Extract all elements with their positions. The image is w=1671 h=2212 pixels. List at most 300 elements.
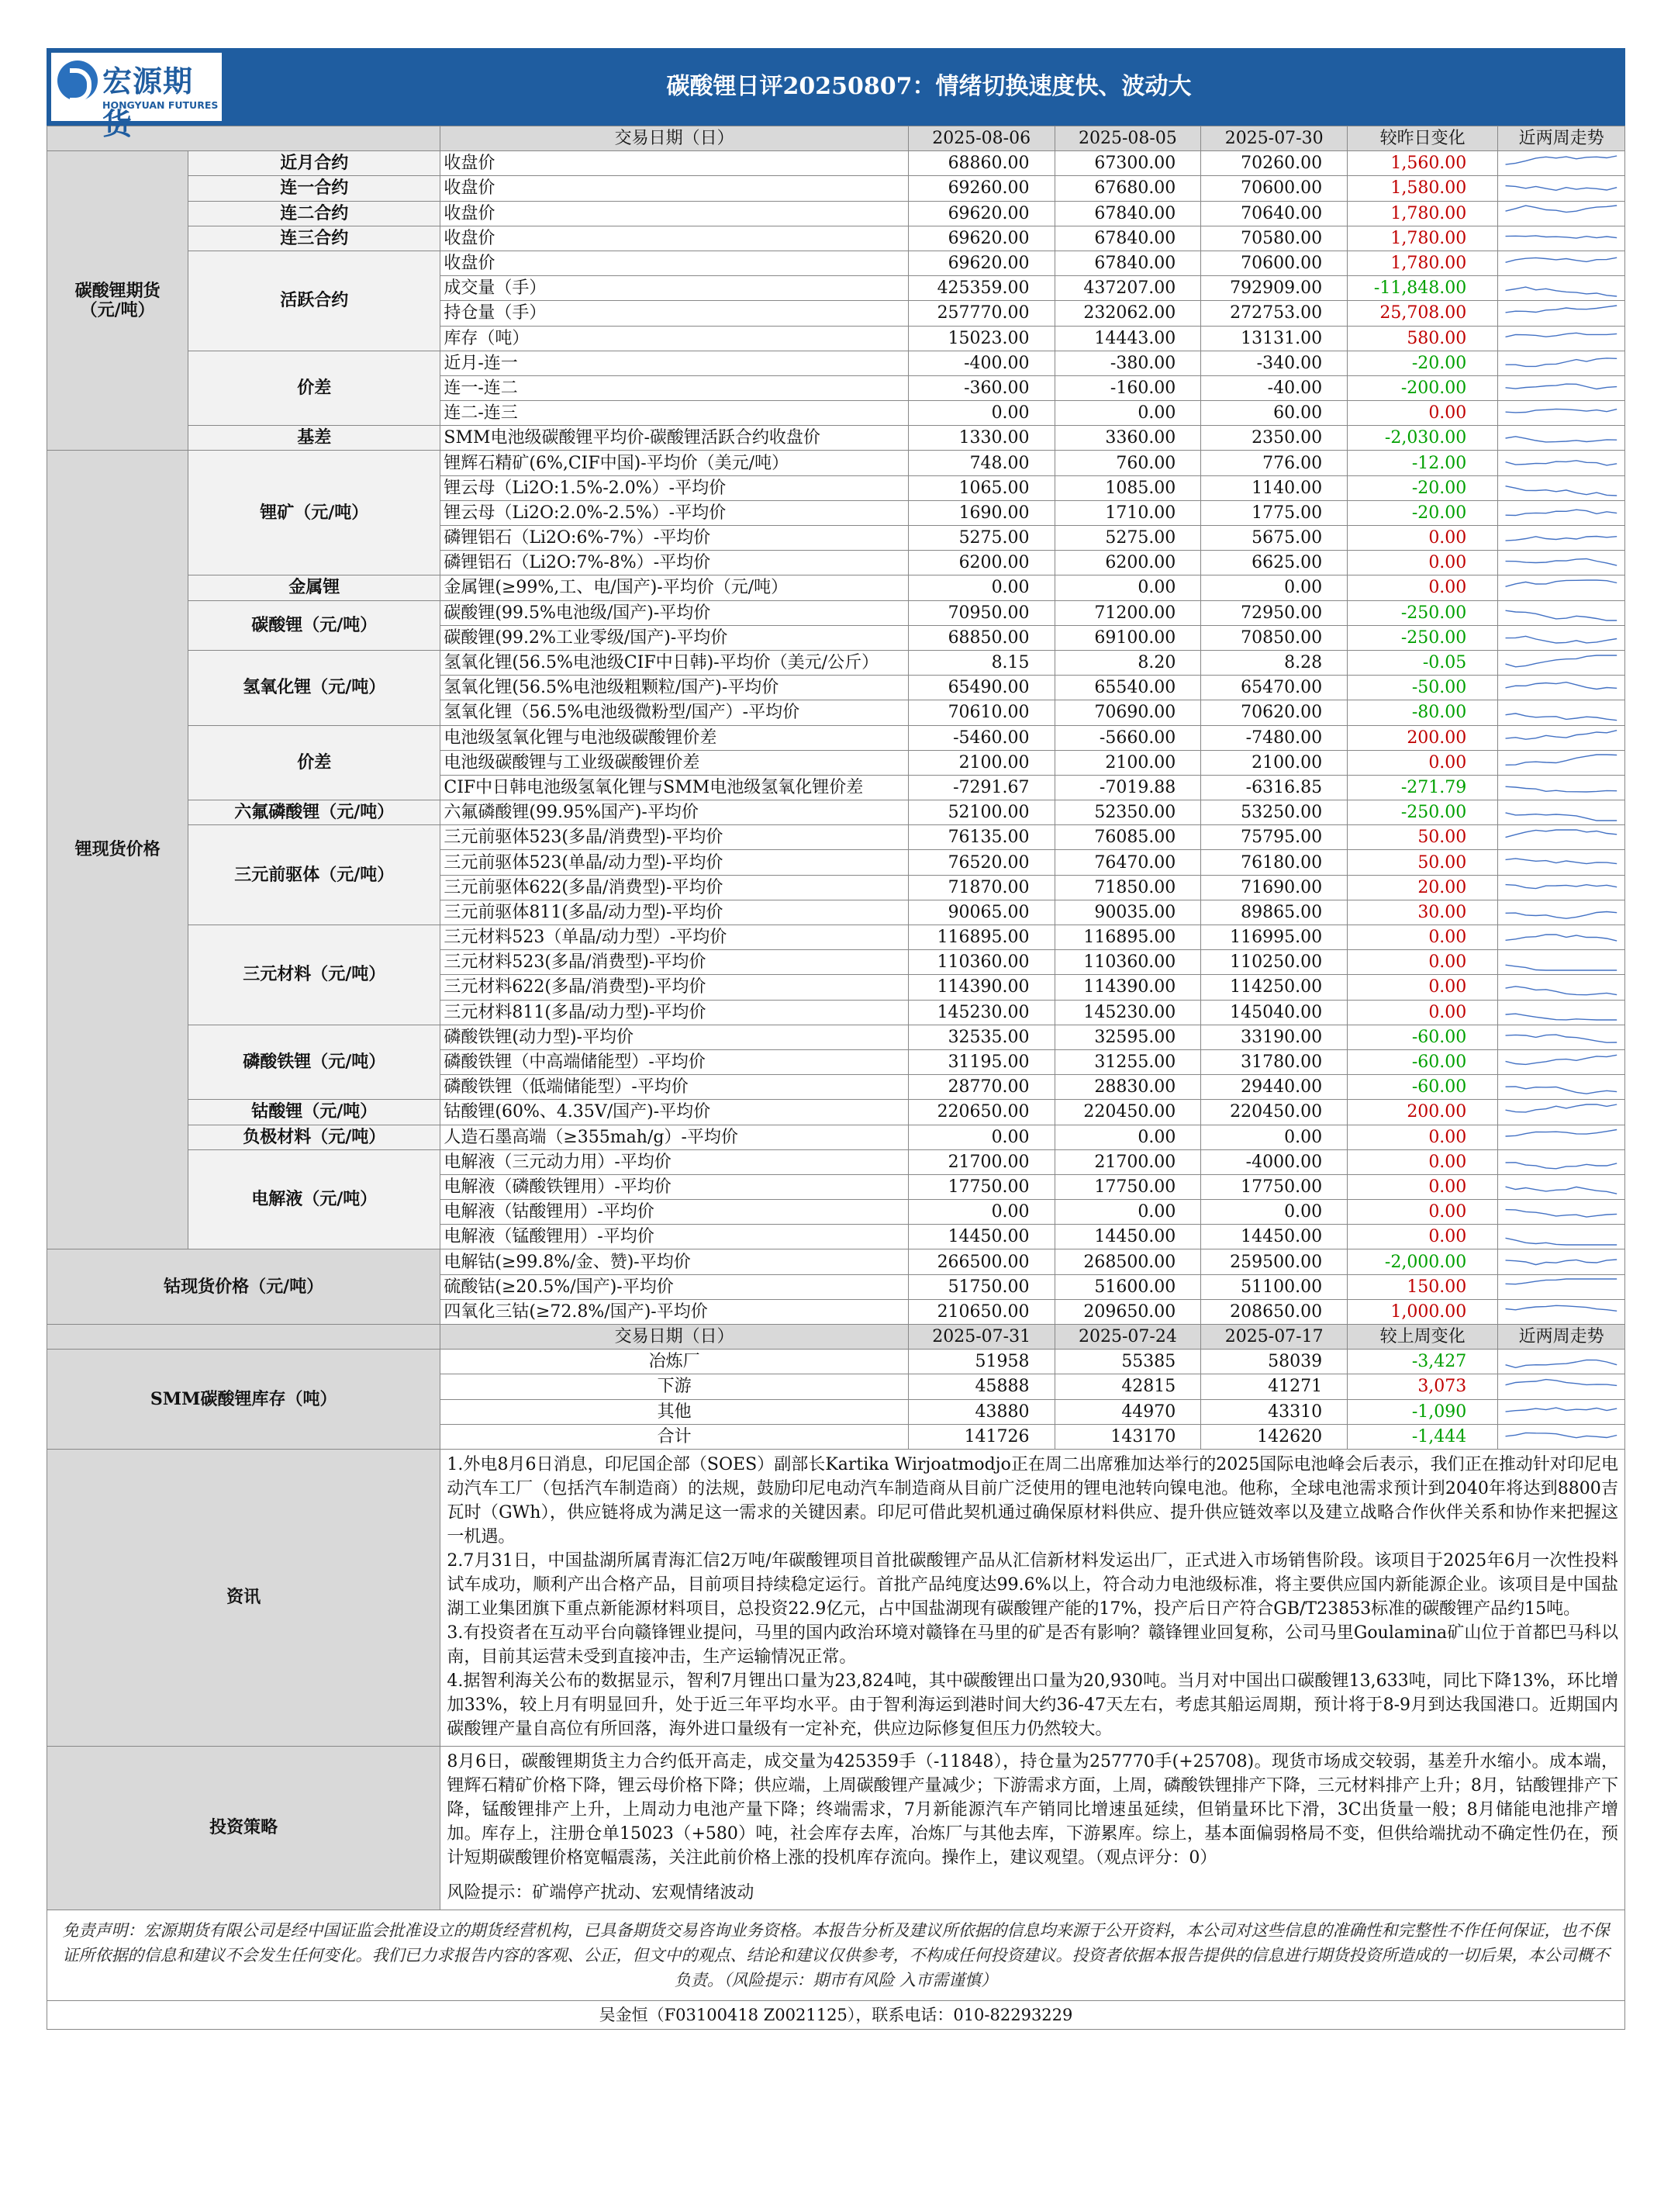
trend-sparkline (1500, 578, 1622, 598)
change-value: -20.00 (1348, 500, 1498, 525)
trend-sparkline (1500, 703, 1622, 723)
value-latest: 51958 (908, 1350, 1055, 1374)
value-latest: 220650.00 (908, 1100, 1055, 1125)
trend-cell (1498, 1299, 1625, 1324)
change-value: -271.79 (1348, 775, 1498, 800)
value-prev: 0.00 (1055, 575, 1201, 600)
column-header: 2025-07-31 (908, 1325, 1055, 1350)
change-value: -3,427 (1348, 1350, 1498, 1374)
value-ref: 145040.00 (1201, 1000, 1348, 1025)
trend-cell (1498, 451, 1625, 475)
report-title: 碳酸锂日评20250807：情绪切换速度快、波动大 (666, 73, 1192, 100)
value-ref: 65470.00 (1201, 676, 1348, 700)
trend-cell (1498, 900, 1625, 925)
value-ref: 70600.00 (1201, 251, 1348, 275)
value-ref: 116995.00 (1201, 925, 1348, 950)
item-name: 氢氧化锂(56.5%电池级CIF中日韩)-平均价（美元/公斤） (440, 650, 908, 675)
trend-cell (1498, 775, 1625, 800)
analyst-contact: 吴金恒（F03100418 Z0021125），联系电话：010-82293229 (47, 2001, 1625, 2030)
trend-sparkline (1500, 403, 1622, 423)
value-prev: 2100.00 (1055, 750, 1201, 775)
value-ref: 272753.00 (1201, 301, 1348, 326)
trend-sparkline (1500, 728, 1622, 748)
trend-cell (1498, 850, 1625, 875)
value-ref: -40.00 (1201, 375, 1348, 400)
value-latest: 110360.00 (908, 950, 1055, 975)
trend-sparkline (1500, 627, 1622, 648)
item-name: 连二-连三 (440, 401, 908, 426)
value-latest: 17750.00 (908, 1174, 1055, 1199)
value-prev: 44970 (1055, 1399, 1201, 1424)
value-prev: 31255.00 (1055, 1049, 1201, 1074)
change-value: 0.00 (1348, 1174, 1498, 1199)
trend-cell (1498, 551, 1625, 575)
trend-sparkline (1500, 1102, 1622, 1122)
value-latest: 45888 (908, 1374, 1055, 1399)
change-value: -60.00 (1348, 1049, 1498, 1074)
value-prev: 116895.00 (1055, 925, 1201, 950)
value-prev: 143170 (1055, 1424, 1201, 1449)
value-latest: -400.00 (908, 351, 1055, 375)
value-ref: 0.00 (1201, 1200, 1348, 1225)
trend-sparkline (1500, 653, 1622, 673)
value-ref: 8.28 (1201, 650, 1348, 675)
trend-cell (1498, 526, 1625, 551)
trend-cell (1498, 1350, 1625, 1374)
trend-sparkline (1500, 752, 1622, 772)
trend-cell (1498, 251, 1625, 275)
value-latest: 1065.00 (908, 475, 1055, 500)
change-value: 50.00 (1348, 825, 1498, 850)
column-header: 较昨日变化 (1348, 126, 1498, 151)
trend-sparkline (1500, 1352, 1622, 1372)
item-name: 收盘价 (440, 251, 908, 275)
item-name: 成交量（手） (440, 276, 908, 301)
news-paragraph: 3.有投资者在互动平台向赣锋锂业提问，马里的国内政治环境对赣锋在马里的矿是否有影响？赣锋锂业回复称，公司马里Goulamina矿山位于首都巴马科以南，目前其运营未受到直接冲击，生产运输情况正常。 (447, 1623, 1618, 1667)
value-prev: 3360.00 (1055, 426, 1201, 451)
value-prev: 21700.00 (1055, 1149, 1201, 1174)
trend-sparkline (1500, 228, 1622, 248)
value-latest: 114390.00 (908, 975, 1055, 1000)
trend-cell (1498, 1025, 1625, 1049)
item-name: 碳酸锂(99.2%工业零级/国产)-平均价 (440, 625, 908, 650)
value-ref: 2350.00 (1201, 426, 1348, 451)
item-name: 三元前驱体523(多晶/消费型)-平均价 (440, 825, 908, 850)
change-value: -12.00 (1348, 451, 1498, 475)
value-latest: 14450.00 (908, 1225, 1055, 1249)
trend-cell (1498, 1049, 1625, 1074)
trend-cell (1498, 1100, 1625, 1125)
value-ref: 51100.00 (1201, 1274, 1348, 1299)
item-name: 锂辉石精矿(6%,CIF中国)-平均价（美元/吨） (440, 451, 908, 475)
trend-cell (1498, 1149, 1625, 1174)
change-value: 0.00 (1348, 1149, 1498, 1174)
item-name: 电池级氢氧化锂与电池级碳酸锂价差 (440, 725, 908, 750)
trend-cell (1498, 700, 1625, 725)
trend-cell (1498, 176, 1625, 201)
change-value: 25,708.00 (1348, 301, 1498, 326)
item-name: 钴酸锂(60%、4.35V/国产)-平均价 (440, 1100, 908, 1125)
value-ref: 70640.00 (1201, 201, 1348, 226)
item-name: 电解液（磷酸铁锂用）-平均价 (440, 1174, 908, 1199)
change-value: 1,000.00 (1348, 1299, 1498, 1324)
value-prev: 51600.00 (1055, 1274, 1201, 1299)
value-ref: 70580.00 (1201, 226, 1348, 251)
change-value: -2,030.00 (1348, 426, 1498, 451)
item-name: 磷酸铁锂（低端储能型）-平均价 (440, 1075, 908, 1100)
value-latest: 145230.00 (908, 1000, 1055, 1025)
item-name: 收盘价 (440, 201, 908, 226)
change-value: 200.00 (1348, 1100, 1498, 1125)
item-name: SMM电池级碳酸锂平均价-碳酸锂活跃合约收盘价 (440, 426, 908, 451)
item-name: 金属锂(≥99%,工、电/国产)-平均价（元/吨） (440, 575, 908, 600)
change-value: 3,073 (1348, 1374, 1498, 1399)
change-value: 0.00 (1348, 1200, 1498, 1225)
change-value: 30.00 (1348, 900, 1498, 925)
trend-sparkline (1500, 1277, 1622, 1297)
value-ref: 60.00 (1201, 401, 1348, 426)
value-latest: 0.00 (908, 401, 1055, 426)
change-value: 0.00 (1348, 551, 1498, 575)
value-ref: 41271 (1201, 1374, 1348, 1399)
value-latest: 748.00 (908, 451, 1055, 475)
value-latest: 69620.00 (908, 226, 1055, 251)
change-value: 150.00 (1348, 1274, 1498, 1299)
value-prev: 69100.00 (1055, 625, 1201, 650)
trend-cell (1498, 1125, 1625, 1149)
item-name: 库存（吨） (440, 326, 908, 351)
value-prev: 71200.00 (1055, 600, 1201, 625)
value-latest: 141726 (908, 1424, 1055, 1449)
value-latest: 210650.00 (908, 1299, 1055, 1324)
trend-cell (1498, 301, 1625, 326)
value-latest: 71870.00 (908, 875, 1055, 900)
trend-sparkline (1500, 528, 1622, 548)
item-name: 磷锂铝石（Li2O:7%-8%）-平均价 (440, 551, 908, 575)
item-name: 三元材料622(多晶/消费型)-平均价 (440, 975, 908, 1000)
news-paragraph: 2.7月31日，中国盐湖所属青海汇信2万吨/年碳酸锂项目首批碳酸锂产品从汇信新材料发运出厂，正式进入市场销售阶段。该项目于2025年6月一次性投料试车成功，顺利产出合格产品，目前项目持续稳定运行。首批产品纯度达99.6%以上，符合动力电池级标准，将主要供应国内新能源企业。该项目是中国盐湖工业集团旗下重点新能源材料项目，总投资22.9亿元，占中国盐湖现有碳酸锂产能的17%，投产后日产符合GB/T23853标准的碳酸锂产品约15吨。 (447, 1550, 1618, 1619)
trend-sparkline (1500, 1127, 1622, 1147)
item-name: 三元材料811(多晶/动力型)-平均价 (440, 1000, 908, 1025)
column-header: 2025-07-17 (1201, 1325, 1348, 1350)
value-prev: 14450.00 (1055, 1225, 1201, 1249)
change-value: -60.00 (1348, 1075, 1498, 1100)
change-value: 20.00 (1348, 875, 1498, 900)
change-value: 0.00 (1348, 975, 1498, 1000)
trend-sparkline (1500, 928, 1622, 948)
trend-sparkline (1500, 428, 1622, 448)
value-prev: 70690.00 (1055, 700, 1201, 725)
value-ref: 6625.00 (1201, 551, 1348, 575)
trend-cell (1498, 151, 1625, 176)
item-name: 近月-连一 (440, 351, 908, 375)
value-prev: 67680.00 (1055, 176, 1201, 201)
value-latest: 0.00 (908, 575, 1055, 600)
subgroup-label: 连二合约 (188, 201, 440, 226)
change-value: -250.00 (1348, 600, 1498, 625)
data-table (47, 126, 1625, 1910)
trend-cell (1498, 950, 1625, 975)
trend-cell (1498, 676, 1625, 700)
value-ref: 53250.00 (1201, 800, 1348, 825)
value-latest: 52100.00 (908, 800, 1055, 825)
subgroup-label: 磷酸铁锂（元/吨） (188, 1025, 440, 1100)
value-prev: 232062.00 (1055, 301, 1201, 326)
trend-sparkline (1500, 977, 1622, 997)
value-ref: 29440.00 (1201, 1075, 1348, 1100)
group-label-lithium-spot: 锂现货价格 (47, 451, 188, 1249)
value-ref: 114250.00 (1201, 975, 1348, 1000)
strategy-content (440, 1746, 1625, 1910)
trend-sparkline (1500, 777, 1622, 797)
change-value: -1,444 (1348, 1424, 1498, 1449)
value-prev: 32595.00 (1055, 1025, 1201, 1049)
strategy-text: 8月6日，碳酸锂期货主力合约低开高走，成交量为425359手（-11848），持仓量为257770手(+25708)。现货市场成交较弱，基差升水缩小。成本端，锂辉石精矿价格下降，锂云母价格下降；供应端，上周碳酸锂产量减少；下游需求方面，上周，磷酸铁锂排产下降，三元材料排产上升；8月，钴酸锂排产下降，锰酸锂排产上升，上周动力电池产量下降；终端需求，7月新能源汽车产销同比增速虽延续，但销量环比下滑，3C出货量一般；8月储能电池排产增加。库存上，注册仓单15023（+580）吨，社会库存去库，冶炼厂与其他去库，下游累库。综上，基本面偏弱格局不变，但供给端扰动不确定性仍在，预计短期碳酸锂价格宽幅震荡，关注此前价格上涨的投机库存流向。操作上，建议观望。（观点评分：0） (447, 1751, 1618, 1868)
value-ref: -6316.85 (1201, 775, 1348, 800)
value-ref: 72950.00 (1201, 600, 1348, 625)
value-latest: 6200.00 (908, 551, 1055, 575)
value-latest: 0.00 (908, 1200, 1055, 1225)
trend-sparkline (1500, 203, 1622, 223)
value-ref: 220450.00 (1201, 1100, 1348, 1125)
disclaimer: 免责声明：宏源期货有限公司是经中国证监会批准设立的期货经营机构，已具备期货交易咨询业务资格。本报告分析及建议所依据的信息均来源于公开资料，本公司对这些信息的准确性和完整性不作任何保证，也不保证所依据的信息和建议不会发生任何变化。我们已力求报告内容的客观、公正，但文中的观点、结论和建议仅供参考，不构成任何投资建议。投资者依据本报告提供的信息进行期货投资所造成的一切后果，本公司概不负责。（风险提示：期市有风险 入市需谨慎） (47, 1910, 1625, 2001)
item-name: 碳酸锂(99.5%电池级/国产)-平均价 (440, 600, 908, 625)
trend-sparkline (1500, 1301, 1622, 1322)
trend-sparkline (1500, 1227, 1622, 1247)
value-prev: 0.00 (1055, 401, 1201, 426)
change-value: 1,560.00 (1348, 151, 1498, 176)
subgroup-label: 近月合约 (188, 151, 440, 176)
value-latest: 31195.00 (908, 1049, 1055, 1074)
item-name: 人造石墨高端（≥355mah/g）-平均价 (440, 1125, 908, 1149)
subgroup-label: 活跃合约 (188, 251, 440, 351)
value-latest: -5460.00 (908, 725, 1055, 750)
value-ref: 776.00 (1201, 451, 1348, 475)
value-prev: 90035.00 (1055, 900, 1201, 925)
trend-sparkline (1500, 254, 1622, 274)
trend-cell (1498, 575, 1625, 600)
change-value: 1,780.00 (1348, 201, 1498, 226)
item-name: 三元前驱体811(多晶/动力型)-平均价 (440, 900, 908, 925)
value-latest: 69620.00 (908, 201, 1055, 226)
value-latest: 28770.00 (908, 1075, 1055, 1100)
value-ref: 259500.00 (1201, 1249, 1348, 1274)
news-paragraph: 1.外电8月6日消息，印尼国企部（SOES）副部长Kartika Wirjoatmodjo正在周二出席雅加达举行的2025国际电池峰会后表示，我们正在推动针对印尼电动汽车工厂（包括汽车制造商）的法规，鼓励印尼电动汽车制造商从目前广泛使用的锂电池转向镍电池。他称，全球电池需求预计到2040年将达到8800吉瓦时（GWh），供应链将成为满足这一需求的关键因素。印尼可借此契机通过确保原材料供应、提升供应链效率以及建立战略合作伙伴关系和协作来把握这一机遇。 (447, 1454, 1618, 1547)
change-value: 0.00 (1348, 526, 1498, 551)
inventory-item: 合计 (440, 1424, 908, 1449)
value-prev: 1710.00 (1055, 500, 1201, 525)
item-name: 锂云母（Li2O:2.0%-2.5%）-平均价 (440, 500, 908, 525)
item-name: 持仓量（手） (440, 301, 908, 326)
item-name: 硫酸钴(≥20.5%/国产)-平均价 (440, 1274, 908, 1299)
value-ref: -7480.00 (1201, 725, 1348, 750)
trend-sparkline (1500, 828, 1622, 848)
item-name: 三元材料523（单晶/动力型）-平均价 (440, 925, 908, 950)
subgroup-label: 价差 (188, 351, 440, 426)
inventory-item: 其他 (440, 1399, 908, 1424)
subgroup-label: 电解液（元/吨） (188, 1149, 440, 1249)
value-latest: 0.00 (908, 1125, 1055, 1149)
trend-sparkline (1500, 154, 1622, 174)
trend-cell (1498, 1399, 1625, 1424)
item-name: 锂云母（Li2O:1.5%-2.0%）-平均价 (440, 475, 908, 500)
change-value: 580.00 (1348, 326, 1498, 351)
trend-cell (1498, 1075, 1625, 1100)
subgroup-label: 连三合约 (188, 226, 440, 251)
subgroup-label: 六氟磷酸锂（元/吨） (188, 800, 440, 825)
trend-cell (1498, 226, 1625, 251)
value-prev: -7019.88 (1055, 775, 1201, 800)
item-name: 磷酸铁锂(动力型)-平均价 (440, 1025, 908, 1049)
value-ref: -340.00 (1201, 351, 1348, 375)
trend-sparkline (1500, 952, 1622, 973)
value-ref: 70600.00 (1201, 176, 1348, 201)
trend-sparkline (1500, 478, 1622, 498)
value-latest: 425359.00 (908, 276, 1055, 301)
trend-cell (1498, 1225, 1625, 1249)
value-prev: 65540.00 (1055, 676, 1201, 700)
value-ref: 76180.00 (1201, 850, 1348, 875)
column-header: 2025-08-05 (1055, 126, 1201, 151)
group-label-futures: 碳酸锂期货 （元/吨） (47, 151, 188, 451)
value-ref: 13131.00 (1201, 326, 1348, 351)
item-name: 六氟磷酸锂(99.95%国产)-平均价 (440, 800, 908, 825)
value-prev: -160.00 (1055, 375, 1201, 400)
value-latest: 65490.00 (908, 676, 1055, 700)
trend-sparkline (1500, 1027, 1622, 1047)
trend-cell (1498, 1249, 1625, 1274)
value-ref: 0.00 (1201, 1125, 1348, 1149)
subgroup-label: 基差 (188, 426, 440, 451)
value-ref: 2100.00 (1201, 750, 1348, 775)
column-header: 2025-07-24 (1055, 1325, 1201, 1350)
change-value: -250.00 (1348, 800, 1498, 825)
item-name: CIF中日韩电池级氢氧化锂与SMM电池级氢氧化锂价差 (440, 775, 908, 800)
value-ref: 71690.00 (1201, 875, 1348, 900)
subgroup-label: 碳酸锂（元/吨） (188, 600, 440, 650)
trend-cell (1498, 475, 1625, 500)
value-ref: 0.00 (1201, 575, 1348, 600)
value-latest: 257770.00 (908, 301, 1055, 326)
strategy-label: 投资策略 (47, 1746, 440, 1910)
trend-cell (1498, 925, 1625, 950)
header-blank (47, 1325, 440, 1350)
trend-sparkline (1500, 902, 1622, 922)
value-prev: 145230.00 (1055, 1000, 1201, 1025)
change-value: 0.00 (1348, 925, 1498, 950)
value-prev: 0.00 (1055, 1200, 1201, 1225)
item-name: 四氧化三钴(≥72.8%/国产)-平均价 (440, 1299, 908, 1324)
trend-sparkline (1500, 1252, 1622, 1272)
item-name: 电解液（三元动力用）-平均价 (440, 1149, 908, 1174)
value-prev: 220450.00 (1055, 1100, 1201, 1125)
value-prev: 55385 (1055, 1350, 1201, 1374)
item-name: 收盘价 (440, 176, 908, 201)
change-value: -80.00 (1348, 700, 1498, 725)
trend-cell (1498, 625, 1625, 650)
value-ref: -4000.00 (1201, 1149, 1348, 1174)
change-value: -60.00 (1348, 1025, 1498, 1049)
item-name: 电解液（锰酸锂用）-平均价 (440, 1225, 908, 1249)
value-ref: 110250.00 (1201, 950, 1348, 975)
trend-cell (1498, 975, 1625, 1000)
trend-cell (1498, 750, 1625, 775)
trend-cell (1498, 401, 1625, 426)
value-prev: 760.00 (1055, 451, 1201, 475)
value-prev: 28830.00 (1055, 1075, 1201, 1100)
trend-sparkline (1500, 503, 1622, 523)
value-prev: 14443.00 (1055, 326, 1201, 351)
value-ref: 5675.00 (1201, 526, 1348, 551)
trend-cell (1498, 1374, 1625, 1399)
value-ref: 43310 (1201, 1399, 1348, 1424)
value-prev: 1085.00 (1055, 475, 1201, 500)
column-header: 近两周走势 (1498, 1325, 1625, 1350)
value-prev: 17750.00 (1055, 1174, 1201, 1199)
column-header: 交易日期（日） (440, 126, 908, 151)
value-ref: 33190.00 (1201, 1025, 1348, 1049)
value-prev: 110360.00 (1055, 950, 1201, 975)
column-header: 2025-07-30 (1201, 126, 1348, 151)
value-latest: 70610.00 (908, 700, 1055, 725)
trend-sparkline (1500, 453, 1622, 473)
trend-sparkline (1500, 378, 1622, 398)
trend-sparkline (1500, 303, 1622, 323)
column-header: 近两周走势 (1498, 126, 1625, 151)
subgroup-label: 三元材料（元/吨） (188, 925, 440, 1025)
value-prev: 6200.00 (1055, 551, 1201, 575)
change-value: -11,848.00 (1348, 276, 1498, 301)
value-latest: 76135.00 (908, 825, 1055, 850)
item-name: 三元前驱体523(单晶/动力型)-平均价 (440, 850, 908, 875)
item-name: 收盘价 (440, 151, 908, 176)
trend-sparkline (1500, 803, 1622, 823)
value-prev: -5660.00 (1055, 725, 1201, 750)
company-logo (51, 53, 222, 141)
subgroup-label: 负极材料（元/吨） (188, 1125, 440, 1149)
item-name: 磷酸铁锂（中高端储能型）-平均价 (440, 1049, 908, 1074)
trend-cell (1498, 1174, 1625, 1199)
group-label-cobalt: 钴现货价格（元/吨） (47, 1249, 440, 1325)
value-latest: 1330.00 (908, 426, 1055, 451)
value-prev: 67840.00 (1055, 251, 1201, 275)
column-header: 2025-08-06 (908, 126, 1055, 151)
trend-cell (1498, 875, 1625, 900)
trend-sparkline (1500, 178, 1622, 199)
value-latest: 51750.00 (908, 1274, 1055, 1299)
value-ref: 75795.00 (1201, 825, 1348, 850)
value-prev: -380.00 (1055, 351, 1201, 375)
value-prev: 76085.00 (1055, 825, 1201, 850)
value-latest: 116895.00 (908, 925, 1055, 950)
trend-sparkline (1500, 1426, 1622, 1446)
value-ref: 17750.00 (1201, 1174, 1348, 1199)
trend-cell (1498, 1274, 1625, 1299)
spacer (447, 1870, 1618, 1881)
subgroup-label: 钴酸锂（元/吨） (188, 1100, 440, 1125)
value-prev: 114390.00 (1055, 975, 1201, 1000)
value-latest: 43880 (908, 1399, 1055, 1424)
change-value: 0.00 (1348, 950, 1498, 975)
value-ref: 1775.00 (1201, 500, 1348, 525)
trend-sparkline (1500, 852, 1622, 873)
risk-warning: 风险提示：矿端停产扰动、宏观情绪波动 (447, 1882, 754, 1903)
item-name: 收盘价 (440, 226, 908, 251)
inventory-item: 冶炼厂 (440, 1350, 908, 1374)
value-latest: 21700.00 (908, 1149, 1055, 1174)
item-name: 磷锂铝石（Li2O:6%-7%）-平均价 (440, 526, 908, 551)
value-ref: 70620.00 (1201, 700, 1348, 725)
